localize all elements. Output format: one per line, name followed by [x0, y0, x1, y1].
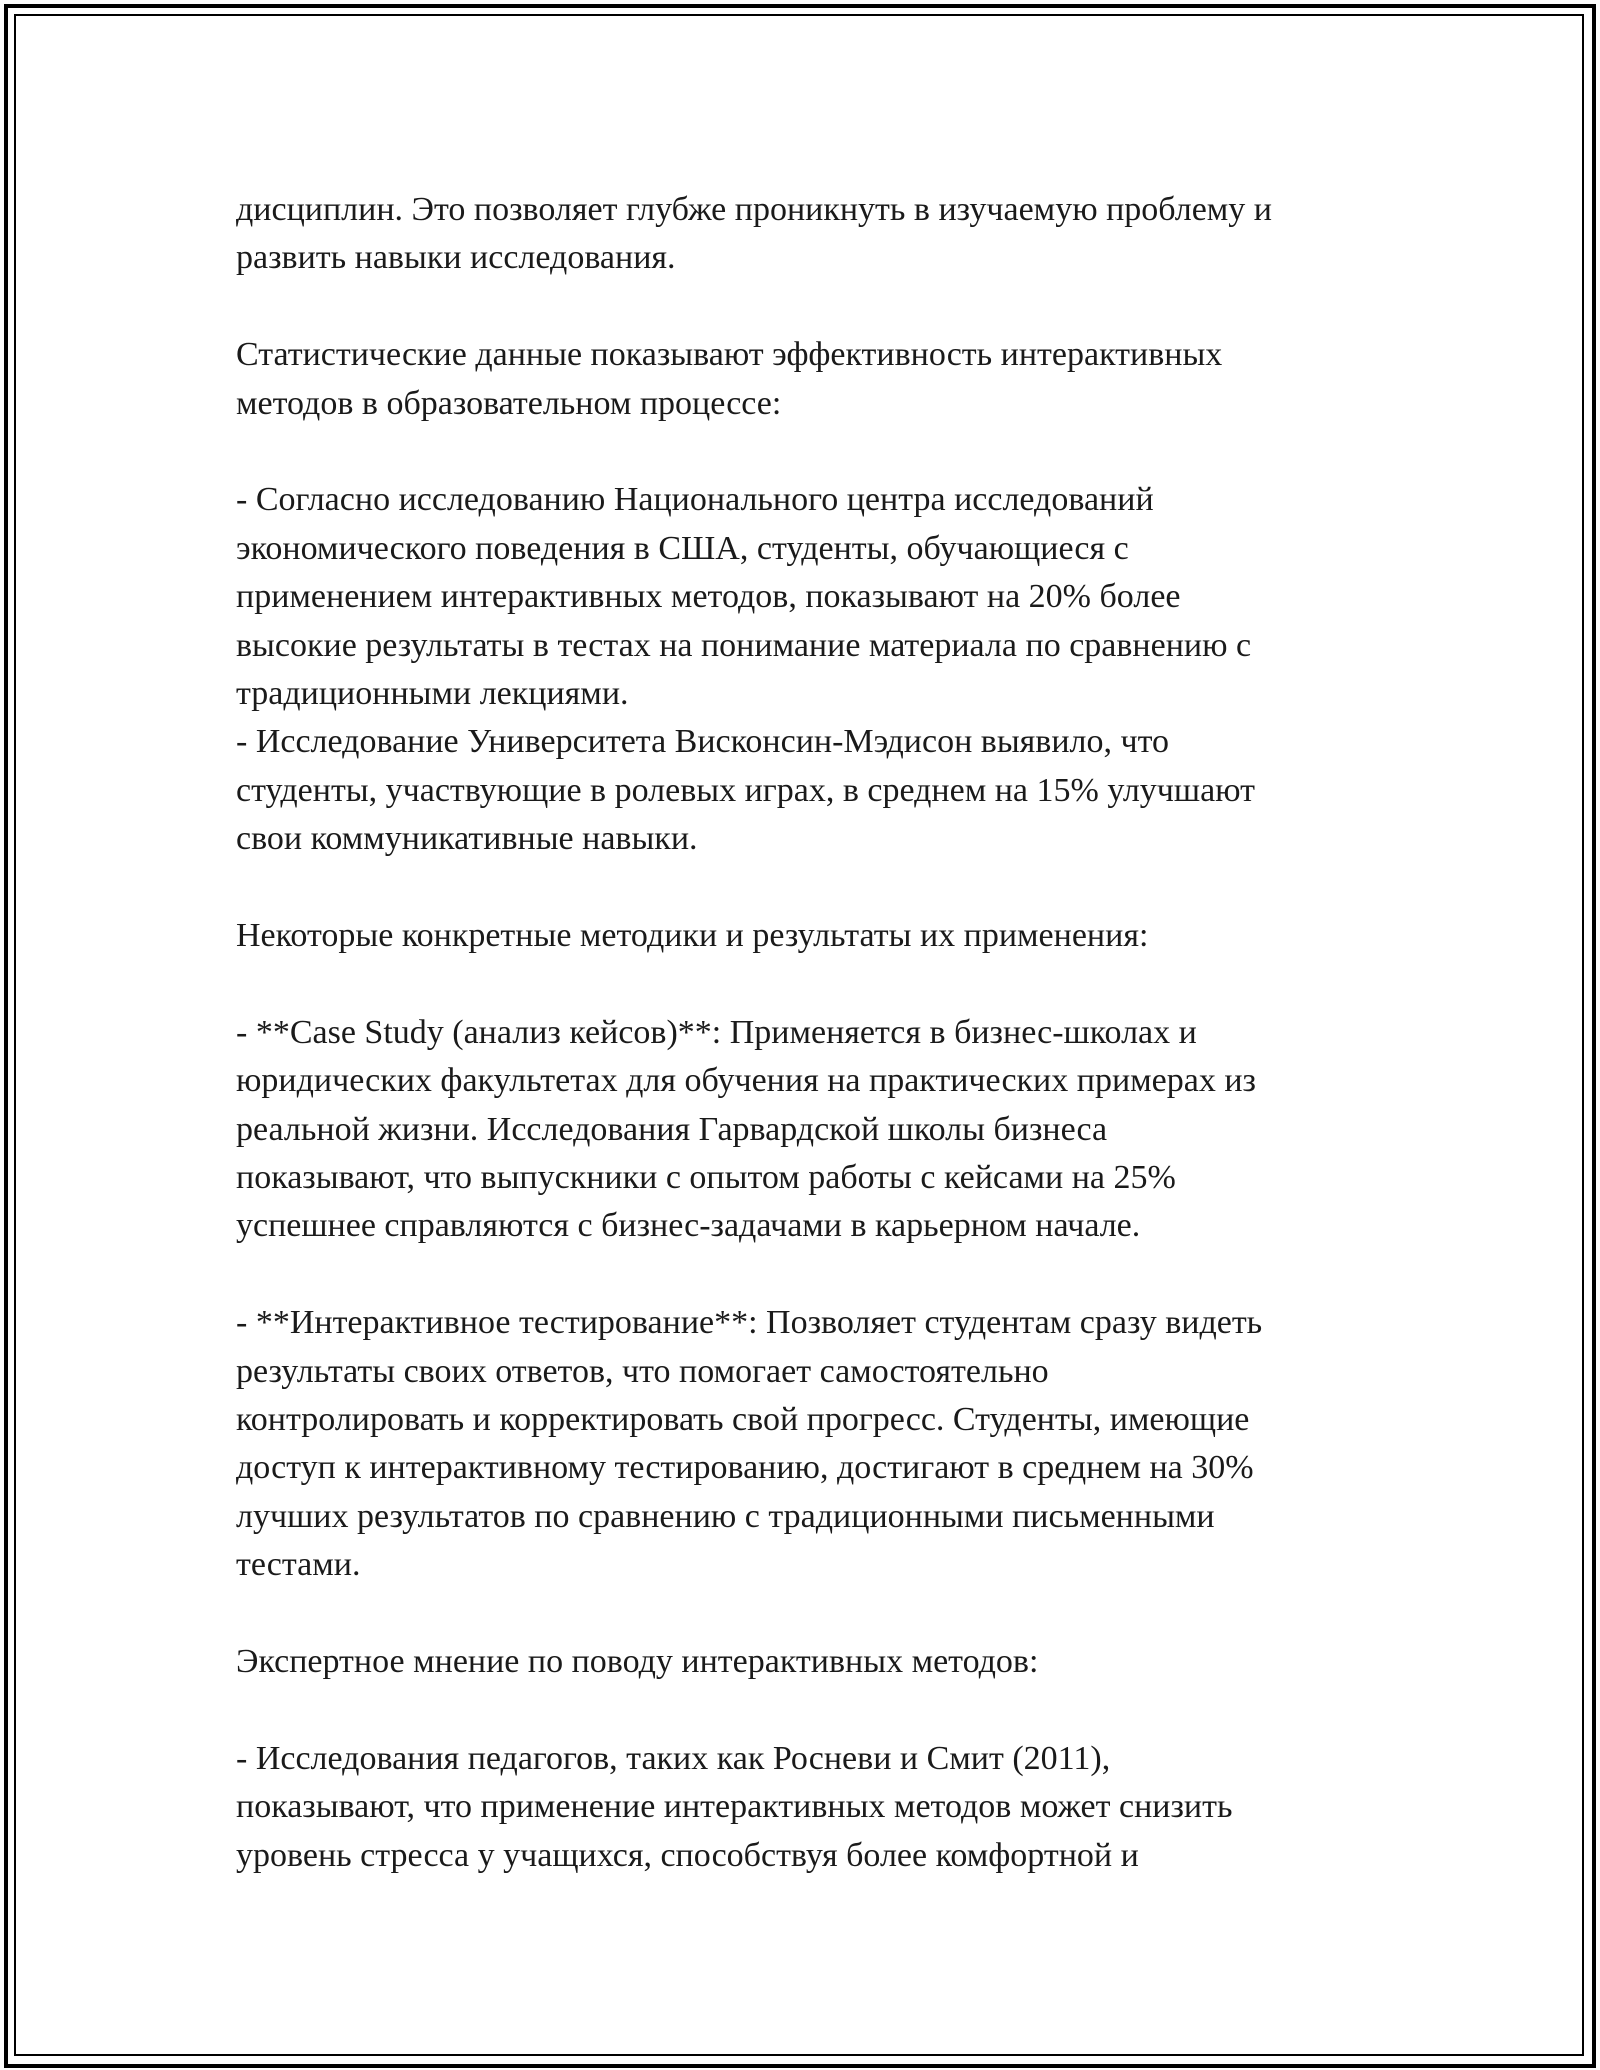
list-item-case-study: - **Case Study (анализ кейсов)**: Применяется в бизнес-школах и юридических факультетах для обучения на практических примерах из реальной жизни. Исследования Гарвардской школы бизнеса показывают, что выпускники с опытом работы с кейсами на 25% успешнее справляются с бизнес-задачами в карьерном начале. [236, 1013, 1256, 1245]
list-item-national-center-study: - Согласно исследованию Национального центра исследований экономического поведения в США, студенты, обучающиеся с применением интерактивных методов, показывают на 20% более высокие результаты в тестах на понимание материала по сравнению с традиционными лекциями. [236, 481, 1252, 713]
list-item-interactive-testing: - **Интерактивное тестирование**: Позволяет студентам сразу видеть результаты своих ответов, что помогает самостоятельно контролировать и корректировать свой прогресс. Студенты, имеющие доступ к интерактивному тестированию, достигают в среднем на 30% лучших результатов по сравнению с традиционными письменными тестами. [236, 1304, 1263, 1584]
paragraph-intro-continuation: дисциплин. Это позволяет глубже проникнуть в изучаемую проблему и развить навыки исследования. [236, 191, 1273, 277]
paragraph-expert-heading: Экспертное мнение по поводу интерактивных методов: [236, 1643, 1039, 1681]
paragraph-methods-heading: Некоторые конкретные методики и результаты их применения: [236, 917, 1149, 955]
list-item-wisconsin-study: - Исследование Университета Висконсин-Мэдисон выявило, что студенты, участвующие в ролевых играх, в среднем на 15% улучшают свои коммуникативные навыки. [236, 723, 1255, 858]
document-body [236, 186, 1396, 1880]
paragraph-statistics-heading: Статистические данные показывают эффективность интерактивных методов в образовательном процессе: [236, 336, 1223, 422]
list-item-rosnevi-smith: - Исследования педагогов, таких как Росневи и Смит (2011), показывают, что применение интерактивных методов может снизить уровень стресса у учащихся, способствуя более комфортной и [236, 1739, 1233, 1874]
